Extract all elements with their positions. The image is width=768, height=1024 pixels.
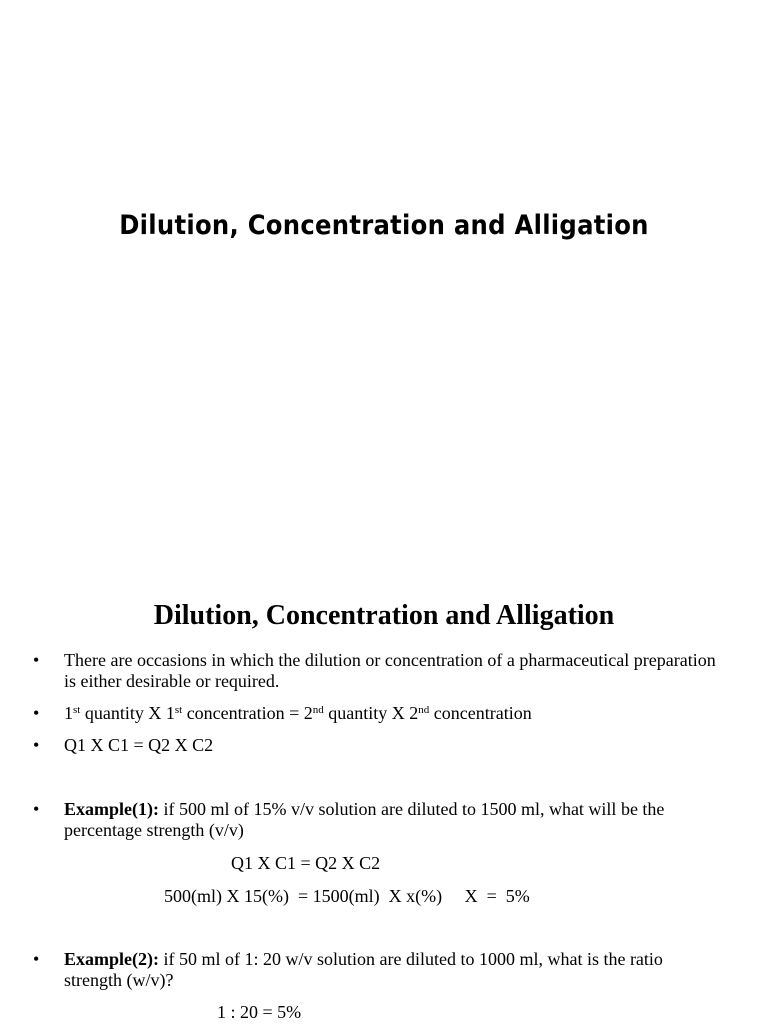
example-label: Example(1):: [64, 799, 159, 819]
bullet-text: There are occasions in which the dilution or concentration of a pharmaceutical preparation is either desirable or required.: [64, 650, 716, 691]
slide-title: Dilution, Concentration and Alligation: [119, 210, 649, 241]
example-label: Example(2):: [64, 949, 159, 969]
bullet-marker: •: [33, 735, 40, 755]
slide-heading: Dilution, Concentration and Alligation: [153, 600, 615, 631]
equation-line: 1 : 20 = 5%: [217, 1002, 302, 1022]
bullet-marker: •: [33, 799, 40, 819]
bullet-marker: •: [33, 703, 40, 723]
bullet-marker: •: [33, 949, 40, 969]
content-slide: [0, 580, 768, 1024]
bullet-marker: •: [33, 650, 40, 670]
bullet-text: Example(2): if 50 ml of 1: 20 w/v solution are diluted to 1000 ml, what is the ratio strength (w/v)?: [64, 949, 663, 990]
equation-line: Q1 X C1 = Q2 X C2: [231, 853, 381, 873]
bullet-text: 1st quantity X 1st concentration = 2nd quantity X 2nd concentration: [64, 703, 532, 723]
bullet-text: Example(1): if 500 ml of 15% v/v solution are diluted to 1500 ml, what will be the percentage strength (v/v): [64, 799, 665, 840]
bullet-text: Q1 X C1 = Q2 X C2: [64, 735, 214, 755]
equation-line: 500(ml) X 15(%) = 1500(ml) X x(%) X = 5%: [164, 886, 530, 906]
